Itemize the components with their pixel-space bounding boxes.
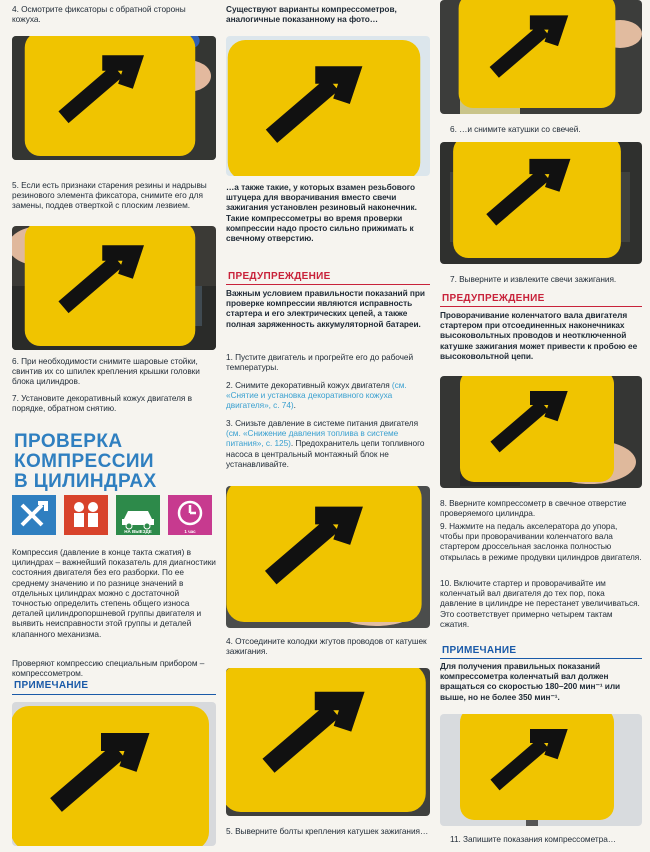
intro-text: Компрессия (давление в конце такта сжатия) в цилиндрах – важнейший показатель для диагностики состояния двигателя без его разборки. По ее среднему значению и по разнице значений в отдельных цилиндрах можно с достаточной точностью определить степень общего износа деталей цилиндропоршневой группы двигателя и выявить неисправности этой группы и деталей клапанного механизма. — [12, 547, 216, 639]
step-11-text: 11. Запишите показания компрессометра… — [450, 834, 617, 844]
warning-divider — [440, 306, 642, 307]
tool-badge-icon — [12, 226, 212, 346]
tool-badge-icon — [226, 40, 426, 176]
section-title — [14, 432, 157, 492]
tools-icon — [12, 495, 56, 535]
step-8-text: 8. Вверните компрессометр в свечное отверстие проверяемого цилиндра. — [440, 498, 627, 519]
photo-cover-latch — [12, 36, 216, 160]
section-title-line-1: ПРОВЕРКА — [14, 431, 123, 452]
icon-label: 1 час — [184, 529, 196, 534]
note-text-2: Для получения правильных показаний компрессометра коленчатый вал должен вращаться со скоростью 180–200 мин⁻¹ или выше, но не более 350 мин⁻¹. — [440, 661, 621, 702]
tool-badge-icon — [12, 36, 212, 156]
tool-badge-icon — [226, 486, 426, 622]
step-4-text: 4. Осмотрите фиксаторы с обратной стороны кожуха. — [12, 4, 186, 25]
section-title-line-2: КОМПРЕССИИ — [14, 451, 154, 472]
step-5-coils-text: 5. Выверните болты крепления катушек зажигания… — [226, 826, 429, 836]
step-7-text: 7. Установите декоративный кожух двигателя в порядке, обратном снятию. — [12, 393, 192, 414]
tool-badge-icon — [440, 0, 638, 108]
tool-badge-icon — [440, 714, 638, 820]
clock-icon — [168, 495, 212, 535]
step-3-end: . Предохранитель цепи топливного насоса в центральный монтажный блок не устанавливайте. — [226, 438, 425, 469]
car-icon — [116, 495, 160, 535]
tool-badge-icon — [440, 142, 638, 258]
step-6-text: 6. При необходимости снимите шаровые стойки, свинтив их со шпилек крепления крышки головки блока цилиндров. — [12, 356, 200, 387]
intro-text-2: Проверяют компрессию специальным прибором – компрессометром. — [12, 658, 205, 679]
warning-text-1: Важным условием правильности показаний при проверке компрессии являются исправность стартера и его электрических цепей, а также полная заряженность аккумуляторной батареи. — [226, 288, 425, 329]
step-5-text: 5. Если есть признаки старения резины и надрывы резинового элемента фиксатора, снимите его для замены, поддев отверткой с плоским лезвием. — [12, 180, 207, 211]
photo-compression-gauge — [12, 702, 216, 846]
icon-label: НА ВЫЕЗДЕ — [124, 529, 152, 534]
step-10-text: 10. Включите стартер и проворачивайте им коленчатый вал двигателя до тех пор, пока давление в цилиндре не перестанет увеличиваться. Это соответствует примерно четырем тактам сжатия. — [440, 578, 640, 629]
photo-ball-studs — [12, 226, 216, 350]
tool-badge-icon — [226, 668, 426, 812]
step-4-coils-text: 4. Отсоедините колодки жгутов проводов от катушек зажигания. — [226, 636, 427, 657]
step-2-lead: 2. Снимите декоративный кожух двигателя — [226, 380, 392, 390]
step-9-text: 9. Нажмите на педаль акселератора до упора, чтобы при проворачивании коленчатого вала стартером дроссельная заслонка полностью открылась в режиме продувки цилиндров двигателя. — [440, 521, 642, 562]
lead-text: Существуют варианты компрессометров, аналогичные показанному на фото… — [226, 4, 397, 25]
photo-coil-removal — [440, 0, 642, 114]
step-3-lead: 3. Снизьте давление в системе питания двигателя — [226, 418, 419, 428]
step-3-text — [226, 418, 430, 469]
step-6-coils-text: 6. …и снимите катушки со свечей. — [450, 124, 581, 134]
people-icon — [64, 495, 108, 535]
note-header-1: ПРИМЕЧАНИЕ — [14, 680, 89, 691]
warning-header-1: ПРЕДУПРЕЖДЕНИЕ — [228, 271, 331, 282]
note-divider — [440, 658, 642, 659]
step-2-link[interactable]: (см. «Снятие и установка декоративного кожуха двигателя», с. 74) — [226, 380, 407, 411]
gauge-variant-text: …а также такие, у которых взамен резьбового штуцера для вворачивания вместо свечи зажигания установлен резиновый наконечник. Такие компрессометры во время проверки компрессии надо просто сильно прижимать к свечному отверстию. — [226, 182, 417, 244]
photo-compressometer-threaded — [226, 36, 430, 176]
photo-coil-connectors — [226, 486, 430, 628]
step-2-text — [226, 380, 430, 411]
note-divider — [12, 694, 216, 695]
photo-gauge-installed — [440, 376, 642, 488]
warning-header-2: ПРЕДУПРЕЖДЕНИЕ — [442, 293, 545, 304]
warning-divider — [226, 284, 430, 285]
section-title-line-3: В ЦИЛИНДРАХ — [14, 471, 157, 492]
warning-text-2: Проворачивание коленчатого вала двигателя стартером при отсоединенных наконечниках высоковольтных проводов и неотключенной катушке зажигания может привести к пробою ее высоковольтной цепи. — [440, 310, 638, 361]
step-1-text: 1. Пустите двигатель и прогрейте его до рабочей температуры. — [226, 352, 414, 373]
step-2-end: . — [293, 400, 296, 411]
step-7-plugs-text: 7. Выверните и извлеките свечи зажигания. — [450, 274, 617, 284]
photo-gauge-reading — [440, 714, 642, 826]
tool-badge-icon — [440, 376, 638, 482]
note-header-2: ПРИМЕЧАНИЕ — [442, 645, 517, 656]
photo-spark-plugs — [440, 142, 642, 264]
photo-coil-bolts — [226, 668, 430, 816]
tool-badge-icon — [12, 706, 212, 846]
step-3-link[interactable]: (см. «Снижение давления топлива в системе питания», с. 125) — [226, 428, 399, 449]
